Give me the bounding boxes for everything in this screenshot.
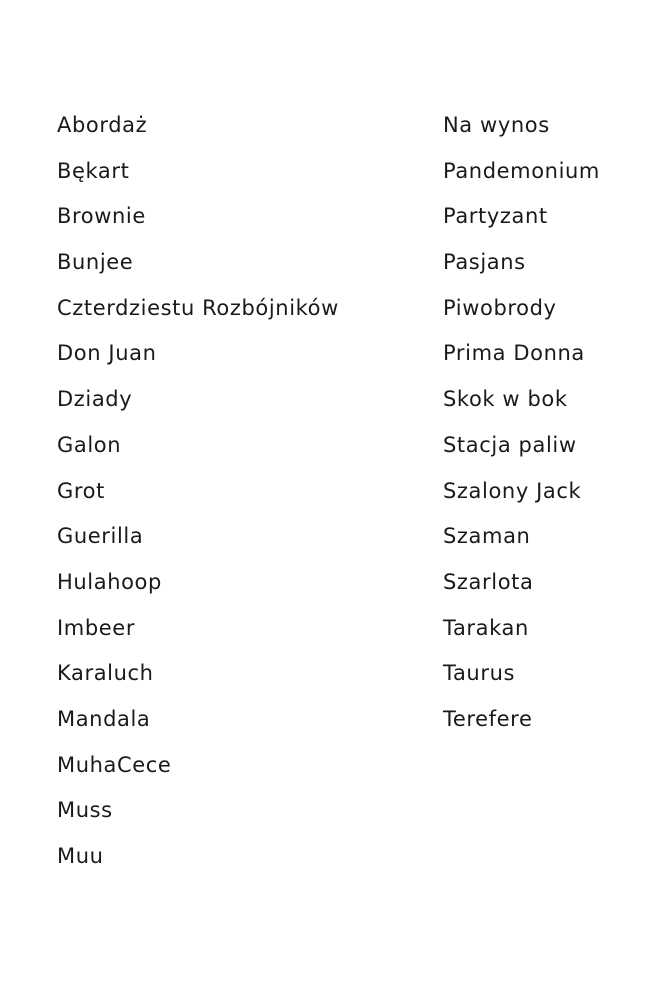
list-item: Muu bbox=[57, 844, 104, 868]
list-item: Bunjee bbox=[57, 250, 134, 275]
list-item: Piwobrody bbox=[443, 295, 557, 320]
list-item: Guerilla bbox=[57, 524, 144, 549]
list-item: Skok w bok bbox=[443, 387, 568, 412]
list-item: Prima Donna bbox=[443, 341, 585, 366]
list-item: Hulahoop bbox=[57, 569, 162, 594]
list-item: Muss bbox=[57, 798, 113, 823]
list-item: Tarakan bbox=[443, 615, 529, 640]
list-item: Brownie bbox=[57, 204, 146, 229]
list-item: Galon bbox=[57, 432, 122, 457]
list-item: Abordaż bbox=[57, 113, 148, 137]
list-item: Czterdziestu Rozbójników bbox=[57, 295, 339, 320]
list-item: Bękart bbox=[57, 158, 130, 183]
list-item: Szarlota bbox=[443, 569, 534, 594]
list-item: Szaman bbox=[443, 524, 531, 549]
list-item: Imbeer bbox=[57, 615, 136, 640]
list-item: Terefere bbox=[443, 706, 533, 731]
list-item: Szalony Jack bbox=[443, 478, 582, 503]
list-item: Grot bbox=[57, 478, 105, 503]
list-item: Pandemonium bbox=[443, 158, 600, 183]
list-item: Na wynos bbox=[443, 113, 550, 137]
list-item: MuhaCece bbox=[57, 752, 172, 777]
right-name-list bbox=[443, 103, 600, 743]
list-item: Dziady bbox=[57, 387, 133, 412]
list-item: Karaluch bbox=[57, 661, 154, 686]
list-item: Taurus bbox=[443, 661, 516, 686]
list-item: Partyzant bbox=[443, 204, 548, 229]
list-item: Mandala bbox=[57, 706, 151, 731]
list-item: Stacja paliw bbox=[443, 432, 577, 457]
left-name-list bbox=[57, 103, 339, 880]
list-item: Don Juan bbox=[57, 341, 157, 366]
list-item: Pasjans bbox=[443, 250, 526, 275]
